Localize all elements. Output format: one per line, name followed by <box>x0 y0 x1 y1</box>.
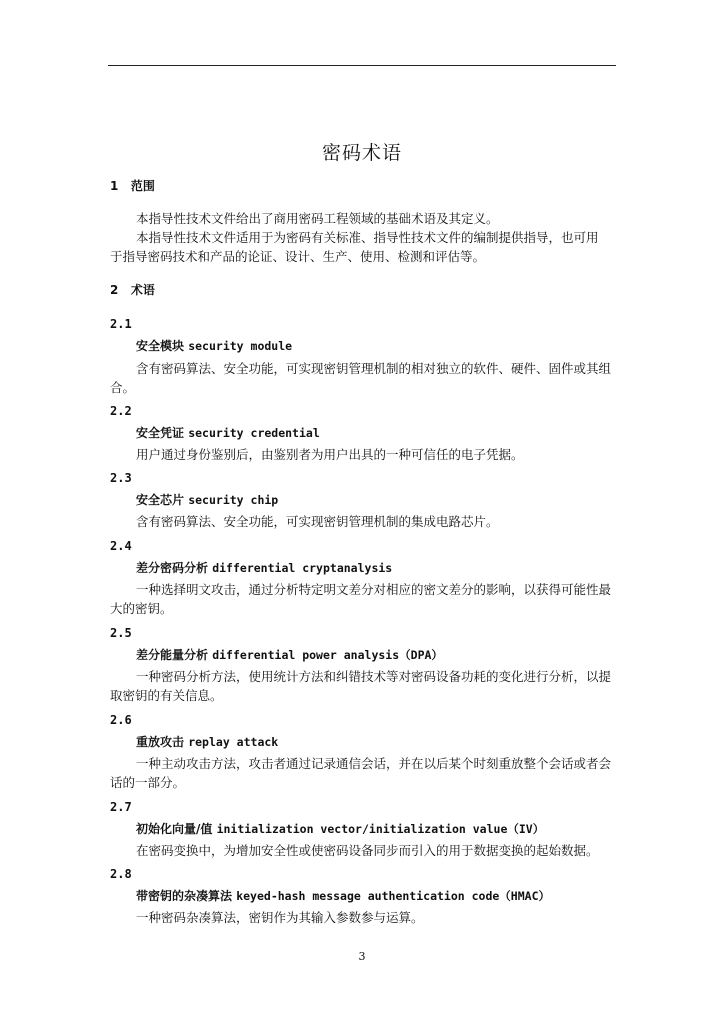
paragraph-line: 本指导性技术文件适用于为密码有关标准、指导性技术文件的编制提供指导，也可用 <box>136 230 599 245</box>
definition-line: 含有密码算法、安全功能，可实现密钥管理机制的相对独立的软件、硬件、固件或其组 <box>136 361 612 376</box>
definition-line: 话的一部分。 <box>110 775 186 790</box>
definition-line: 合。 <box>110 380 136 395</box>
definition-line: 含有密码算法、安全功能，可实现密钥管理机制的集成电路芯片。 <box>136 514 499 529</box>
term-title <box>136 492 278 508</box>
term-number: 2.3 <box>110 471 132 485</box>
definition-line: 大的密钥。 <box>110 601 173 616</box>
term-title <box>136 560 392 576</box>
section-number: 1 <box>110 179 119 193</box>
definition-line: 在密码变换中，为增加安全性或使密码设备同步而引入的用于数据变换的起始数据。 <box>136 843 599 858</box>
section-title: 术语 <box>130 283 155 297</box>
term-zh: 初始化向量/值 <box>136 822 213 836</box>
term-en: differential cryptanalysis <box>212 561 393 575</box>
term-number: 2.8 <box>110 867 132 881</box>
term-number: 2.6 <box>110 713 132 727</box>
term-zh: 差分能量分析 <box>136 648 209 662</box>
term-title <box>136 821 544 837</box>
definition-line: 一种密码杂凑算法，密钥作为其输入参数参与运算。 <box>136 910 424 925</box>
term-title <box>136 734 278 750</box>
term-number: 2.1 <box>110 317 132 331</box>
definition-line: 一种选择明文攻击，通过分析特定明文差分对相应的密文差分的影响，以获得可能性最 <box>136 582 612 597</box>
term-number: 2.7 <box>110 800 132 814</box>
term-zh: 安全模块 <box>136 339 185 353</box>
term-number: 2.4 <box>110 539 132 553</box>
term-zh: 重放攻击 <box>136 735 185 749</box>
term-en: differential power analysis（DPA） <box>212 648 443 662</box>
term-en: security chip <box>188 493 279 507</box>
term-title <box>136 338 292 354</box>
term-title <box>136 425 320 441</box>
paragraph-line: 本指导性技术文件给出了商用密码工程领域的基础术语及其定义。 <box>136 211 499 226</box>
term-title <box>136 888 550 904</box>
definition-line: 用户通过身份鉴别后，由鉴别者为用户出具的一种可信任的电子凭据。 <box>136 447 524 462</box>
definition-line: 一种主动攻击方法，攻击者通过记录通信会话，并在以后某个时刻重放整个会话或者会 <box>136 756 612 771</box>
term-number: 2.2 <box>110 404 132 418</box>
term-en: initialization vector/initialization value（IV） <box>216 822 545 836</box>
term-zh: 安全凭证 <box>136 426 185 440</box>
term-title <box>136 647 443 663</box>
term-zh: 差分密码分析 <box>136 561 209 575</box>
term-zh: 带密钥的杂凑算法 <box>136 889 233 903</box>
header-rule <box>108 65 616 66</box>
section-2-heading <box>110 282 155 298</box>
page-number: 3 <box>358 950 366 963</box>
term-en: security module <box>188 339 293 353</box>
term-en: keyed-hash message authentication code（HMAC） <box>236 889 550 903</box>
paragraph-line: 于指导密码技术和产品的论证、设计、生产、使用、检测和评估等。 <box>110 249 486 264</box>
section-title: 范围 <box>130 179 155 193</box>
term-en: security credential <box>188 426 320 440</box>
definition-line: 一种密码分析方法，使用统计方法和纠错技术等对密码设备功耗的变化进行分析，以提 <box>136 669 612 684</box>
section-number: 2 <box>110 283 119 297</box>
term-zh: 安全芯片 <box>136 493 185 507</box>
term-en: replay attack <box>188 735 279 749</box>
section-1-heading <box>110 178 155 194</box>
definition-line: 取密钥的有关信息。 <box>110 688 223 703</box>
document-title: 密码术语 <box>321 142 402 164</box>
term-number: 2.5 <box>110 626 132 640</box>
